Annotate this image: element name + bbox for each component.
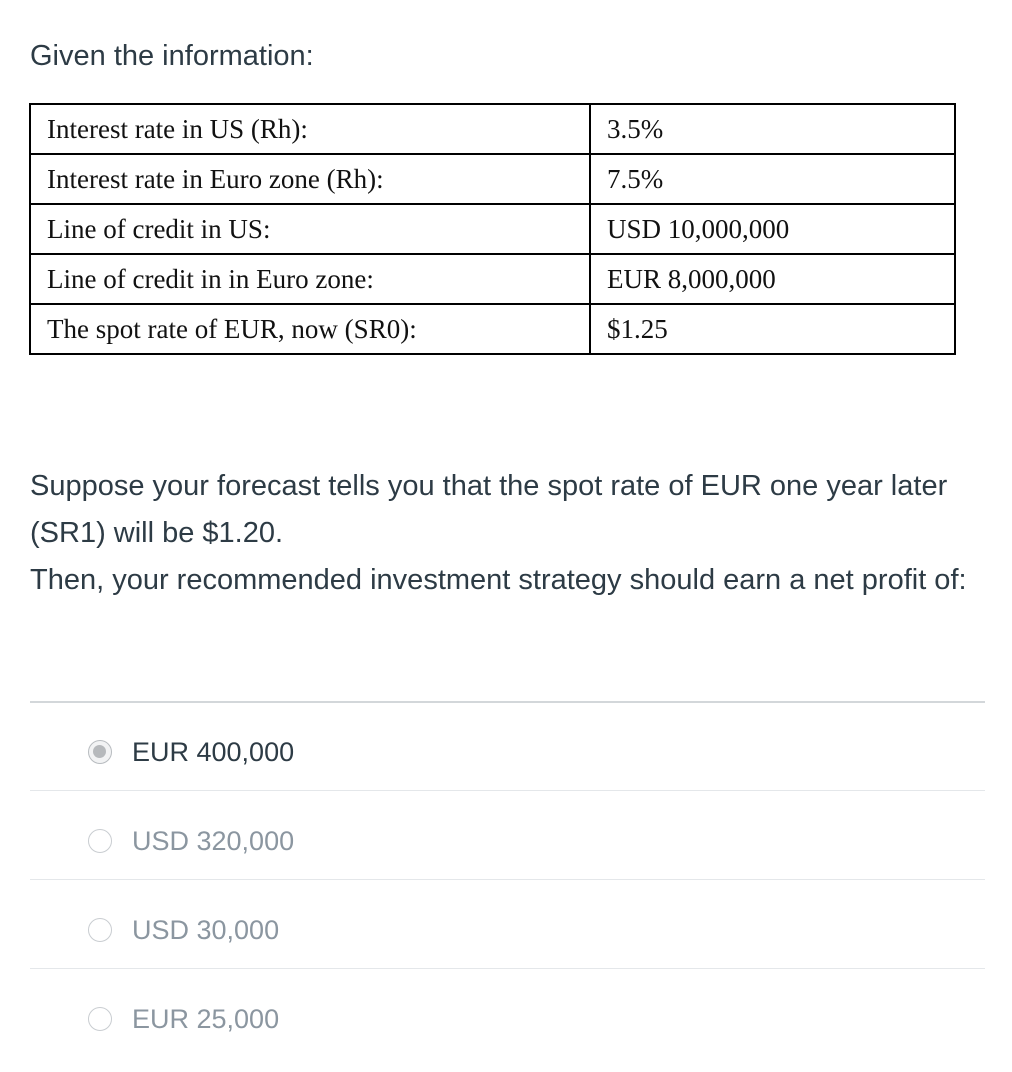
radio-icon[interactable] [88, 918, 112, 942]
answer-option-4[interactable] [88, 1001, 279, 1037]
row-label: Line of credit in US: [30, 204, 590, 254]
radio-icon[interactable] [88, 829, 112, 853]
row-value: EUR 8,000,000 [590, 254, 955, 304]
row-value: 3.5% [590, 104, 955, 154]
answer-divider [30, 790, 985, 791]
answer-label: USD 30,000 [132, 914, 280, 945]
answers-top-divider [30, 701, 985, 703]
question-text [30, 463, 980, 604]
answer-label: EUR 400,000 [132, 736, 295, 767]
row-value: USD 10,000,000 [590, 204, 955, 254]
answer-option-2[interactable] [88, 823, 294, 859]
intro-heading: Given the information: [30, 40, 314, 72]
row-label: Interest rate in US (Rh): [30, 104, 590, 154]
question-line-prompt: Then, your recommended investment strategy should earn a net profit of: [30, 564, 967, 596]
table-row [30, 304, 955, 354]
answer-option-1[interactable] [88, 734, 294, 770]
answer-label: EUR 25,000 [132, 1003, 280, 1034]
radio-selected-icon[interactable] [88, 740, 112, 764]
answer-divider [30, 968, 985, 969]
answer-option-3[interactable] [88, 912, 279, 948]
table-row [30, 104, 955, 154]
table-row [30, 154, 955, 204]
row-value: 7.5% [590, 154, 955, 204]
row-label: Line of credit in in Euro zone: [30, 254, 590, 304]
answer-divider [30, 879, 985, 880]
table-row [30, 204, 955, 254]
table-row [30, 254, 955, 304]
row-label: Interest rate in Euro zone (Rh): [30, 154, 590, 204]
info-table [29, 103, 956, 355]
question-line-forecast: Suppose your forecast tells you that the spot rate of EUR one year later (SR1) will be $1.20. [30, 470, 948, 549]
answer-label: USD 320,000 [132, 825, 295, 856]
row-label: The spot rate of EUR, now (SR0): [30, 304, 590, 354]
radio-icon[interactable] [88, 1007, 112, 1031]
row-value: $1.25 [590, 304, 955, 354]
